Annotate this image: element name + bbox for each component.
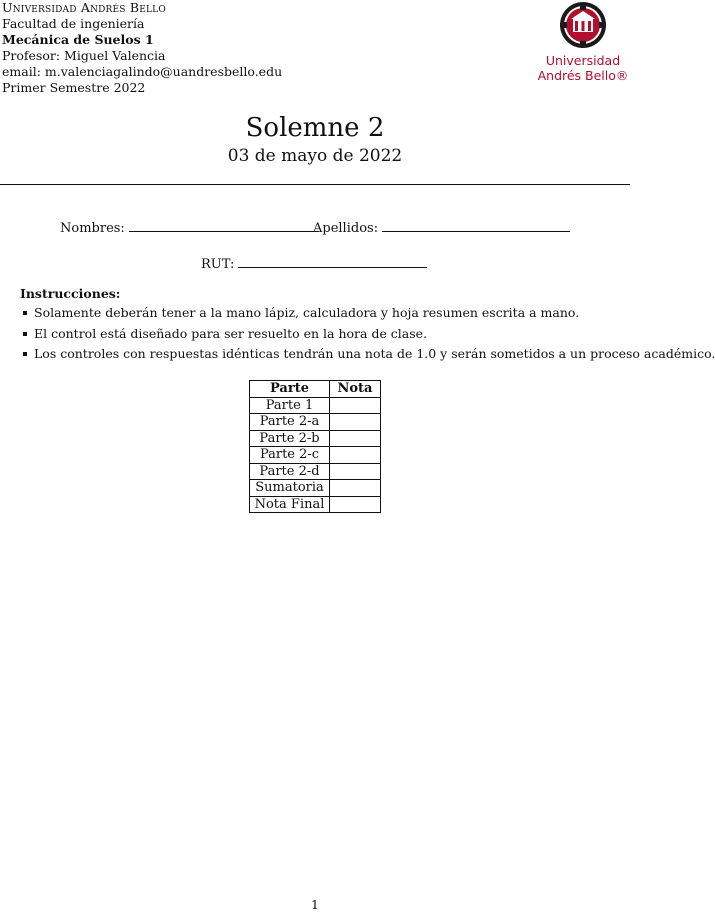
grades-table [249, 380, 381, 513]
grade-cell[interactable] [330, 496, 381, 513]
instructions-title: Instrucciones: [20, 286, 121, 301]
semester: Primer Semestre 2022 [2, 80, 146, 95]
part-cell: Parte 2-b [250, 430, 330, 447]
logo-line-2: Andrés Bello® [537, 68, 629, 83]
names-label: Nombres: [60, 221, 125, 236]
part-cell: Parte 2-d [250, 463, 330, 480]
part-cell: Parte 1 [250, 397, 330, 414]
professor-email: email: m.valenciagalindo@uandresbello.edu [2, 64, 283, 79]
exam-date: 03 de mayo de 2022 [227, 146, 403, 166]
faculty-name: Facultad de ingeniería [2, 16, 145, 31]
header-divider [0, 184, 630, 185]
instructions-list [20, 305, 715, 367]
grade-cell[interactable] [330, 480, 381, 497]
table-row [250, 414, 381, 431]
table-row [250, 447, 381, 464]
instruction-text: Los controles con respuestas idénticas tendrán una nota de 1.0 y serán sometidos a un proceso académico. [34, 346, 715, 361]
instruction-item [20, 326, 715, 347]
part-cell: Sumatoria [250, 480, 330, 497]
table-header-row [250, 381, 381, 398]
grade-cell[interactable] [330, 397, 381, 414]
part-cell: Parte 2-a [250, 414, 330, 431]
rut-label: RUT: [201, 257, 235, 272]
grade-cell[interactable] [330, 414, 381, 431]
table-row [250, 496, 381, 513]
table-row [250, 430, 381, 447]
rut-field [201, 257, 427, 272]
instruction-item [20, 346, 715, 367]
surnames-field [313, 221, 570, 236]
grade-cell[interactable] [330, 447, 381, 464]
bullet-icon [23, 332, 27, 336]
column-header-nota: Nota [330, 381, 381, 398]
part-cell: Parte 2-c [250, 447, 330, 464]
bullet-icon [23, 352, 27, 356]
university-seal-icon [536, 0, 630, 52]
logo-line-1: Universidad [545, 53, 621, 68]
names-field [60, 221, 319, 236]
professor-name: Profesor: Miguel Valencia [2, 48, 166, 63]
header-info [2, 0, 282, 96]
surnames-label: Apellidos: [313, 221, 379, 236]
surnames-blank-line[interactable] [382, 231, 570, 232]
bullet-icon [23, 311, 27, 315]
column-header-parte: Parte [250, 381, 330, 398]
grade-cell[interactable] [330, 463, 381, 480]
page-number: 1 [311, 897, 319, 912]
table-row [250, 397, 381, 414]
part-cell: Nota Final [250, 496, 330, 513]
exam-title: Solemne 2 [245, 113, 385, 143]
rut-blank-line[interactable] [238, 267, 427, 268]
grade-cell[interactable] [330, 430, 381, 447]
table-row [250, 480, 381, 497]
instruction-text: El control está diseñado para ser resuelto en la hora de clase. [34, 325, 428, 341]
course-name: Mecánica de Suelos 1 [2, 32, 154, 47]
instruction-text: Solamente deberán tener a la mano lápiz, calculadora y hoja resumen escrita a mano. [34, 305, 580, 320]
instruction-item [20, 305, 715, 326]
names-blank-line[interactable] [129, 231, 319, 232]
university-logo [536, 0, 630, 82]
table-row [250, 463, 381, 480]
university-name: Universidad Andrés Bello [2, 0, 166, 15]
